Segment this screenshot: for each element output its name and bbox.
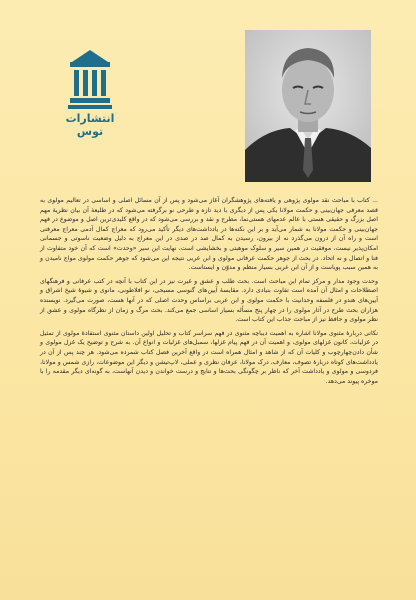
publisher-emblem-icon bbox=[66, 48, 114, 110]
description-paragraph: نکاتی دربارهٔ مثنوی مولانا اشاره به اهمیت دیباچه مثنوی در فهم سراسر کتاب و تحلیل اولین داستان مثنوی استفادهٔ مولوی از تمثیل در غزلیات، کانون غزلهای مولوی، و اهمیت آن در فهم پیام غزلها، سمبل‌های غزلیات و انواع آن. به شرح و توضیح یک غزل مولوی و شأن دادن‌چهارچوب و کلیات آن که از شاهد و امثال همراه است در واقع آخرین فصل کتاب شمرده می‌شود. هر چند پس از آن در یادداشت‌های کوتاه دربارهٔ تصوف، معارف، درک مولانا، عرفان نظری و عملی، لاپ‌تیشن و دیگر این موضوعات، رازی شمس و مولانا، فردوسی و مولوی و یادداشت آخر که ناظر بر چگونگی بحث‌ها و نتایج و درست خواندن و دیدن آنهاست، به گونه‌ای دیگر مقدمه را با موخره پیوند می‌دهد. bbox=[40, 329, 378, 385]
book-description bbox=[40, 196, 378, 386]
publisher-logo bbox=[58, 48, 122, 138]
author-portrait-icon bbox=[245, 30, 371, 182]
publisher-name: انتشارات توس bbox=[65, 112, 115, 138]
author-photo bbox=[245, 30, 371, 182]
description-paragraph: ... کتاب با مباحث نقد مولوی پژوهی و یافته‌های پژوهشگران آغاز می‌شود و پس از آن مسائل اصلی و اساسی در تعالیم مولوی به قصد معرفی جهان‌بینی و حکمت مولانا یکی پس از دیگری با دید تازه و طرحی نو برگرفته می‌شود که در طلیعهٔ آن بیان نظریهٔ مهم اصل بزرگ و حقیقی هستی با عالم عدمهای هستی‌نما، مطرح و نقد و بررسی می‌شود که در واقع کلیدی‌ترین اصل و موضوع در فهم جهان‌بینی و حکمت مولانا به شمار می‌آید و بر این نکته‌ها در یادداشت‌های دیگر تأکید می‌رود که معراج کمال آدمی معراج معرفتی است و راه آن از درون می‌گذرد نه از بیرون، رسیدن به کمال صد در صدی در این معراج به دلیل وضعیت ناسوتی و جسمانی امکان‌پذیر نیست، موفقیت در همین سیر و سلوک موهبتی و بخشایشی است، نهایت این سیر «وحدت» است که آن خود متفاوت از فنا و اتصال و نه اتحاد. در بحث از جوهر حکمت عرفانی مولوی و ابن عربی نتیجه این می‌شود که جوهر حکمت مولوی مواج نامیدن و به همین سبب پویاست و از آن ابن عربی بسیار منظم و مدوّن و ایستاست. bbox=[40, 197, 378, 272]
description-paragraph: وحدت وجود مدار و مرکز تمام این مباحث است. بحث طلب و عشق و غیرت نیز در این کتاب با آنچه در کتب عرفانی و فرهنگهای اصطلاحات و امثال آن آمده است تفاوت بنیادی دارد. مقایسهٔ آیین‌های گنوسی مسیحی، نو افلاطونی، مانوی و شیوهٔ شیخ اشراق و آیین‌های هندو در فلسفه وحدانیت با حکمت مولوی و ابن عربی براساس وحدت اصلی که در آنها هست، صورت می‌گیرد. نویسنده هزاران بحث طرح در آثار مولوی را در چهار پنج مسأله بسیار اساسی جمع می‌کند. بحث مرگ و زمان از نظرگاه مولوی و عشق از نظر مولوی و حافظ نیز از مباحث جذاب این کتاب است. bbox=[40, 277, 378, 324]
